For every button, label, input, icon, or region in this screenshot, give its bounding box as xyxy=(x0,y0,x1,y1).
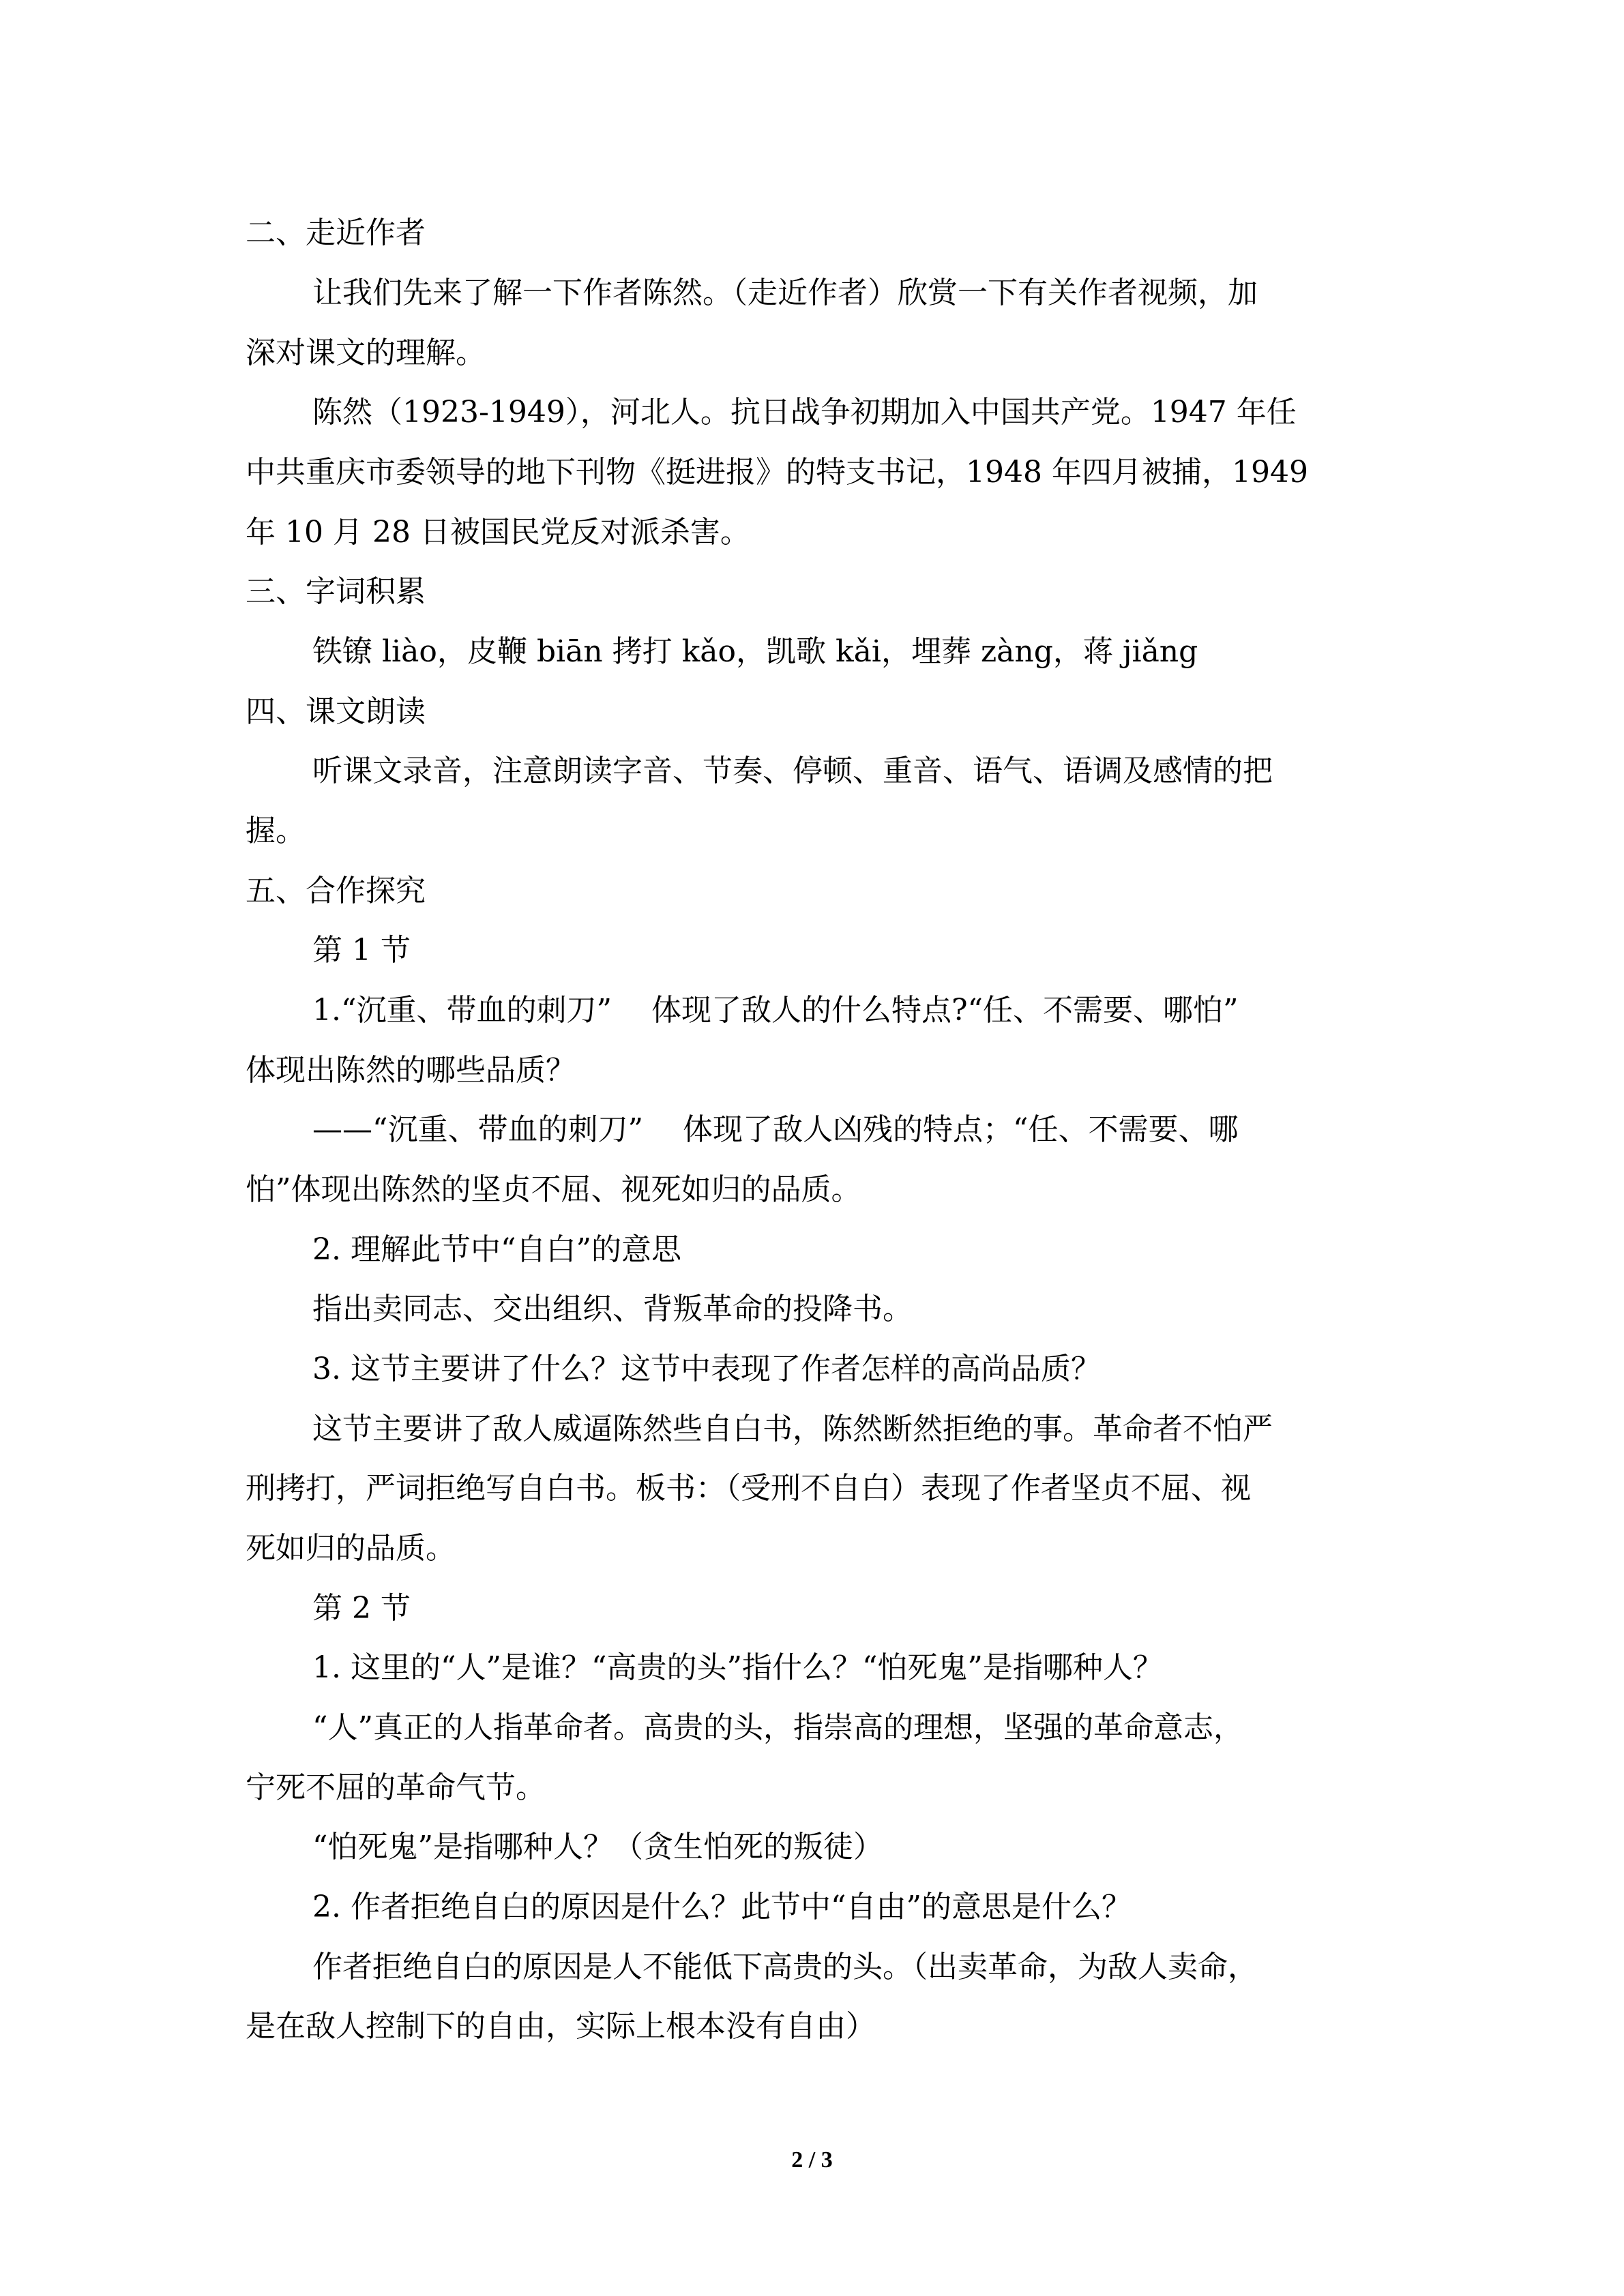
paragraph-line: 中共重庆市委领导的地下刊物《挺进报》的特支书记，1948 年四月被捕，1949 xyxy=(246,455,1308,490)
answer-line: 这节主要讲了敌人威逼陈然些自白书，陈然断然拒绝的事。革命者不怕严 xyxy=(312,1412,1273,1446)
section-label: 第 1 节 xyxy=(312,933,411,968)
question-line: 1.“沉重、带血的刺刀” 体现了敌人的什么特点?“任、不需要、哪怕” xyxy=(312,993,1239,1028)
answer-line: 指出卖同志、交出组织、背叛革命的投降书。 xyxy=(312,1292,913,1326)
question-line: 1. 这里的“人”是谁？“高贵的头”指什么？“怕死鬼”是指哪种人？ xyxy=(312,1650,1163,1685)
answer-line: ——“沉重、带血的刺刀” 体现了敌人凶残的特点；“任、不需要、哪 xyxy=(312,1112,1239,1147)
answer-line: 怕”体现出陈然的坚贞不屈、视死如归的品质。 xyxy=(246,1172,861,1207)
heading-author: 二、走近作者 xyxy=(246,215,426,250)
section-label: 第 2 节 xyxy=(312,1591,411,1626)
question-line: 3. 这节主要讲了什么？这节中表现了作者怎样的高尚品质？ xyxy=(312,1352,1101,1386)
paragraph-line: 铁镣 liào，皮鞭 biān 拷打 kǎo，凯歌 kǎi，埋葬 zàng，蒋 jiǎng xyxy=(312,634,1198,669)
question-line: 体现出陈然的哪些品质？ xyxy=(246,1053,576,1088)
answer-line: 刑拷打，严词拒绝写自白书。板书：（受刑不自白）表现了作者坚贞不屈、视 xyxy=(246,1471,1251,1506)
question-line: 2. 作者拒绝自白的原因是什么？此节中“自由”的意思是什么？ xyxy=(312,1890,1132,1924)
heading-exploration: 五、合作探究 xyxy=(246,874,426,908)
paragraph-line: 让我们先来了解一下作者陈然。（走近作者）欣赏一下有关作者视频，加 xyxy=(312,275,1258,310)
paragraph-line: 握。 xyxy=(246,814,306,848)
heading-vocabulary: 三、字词积累 xyxy=(246,574,426,609)
paragraph-line: 年 10 月 28 日被国民党反对派杀害。 xyxy=(246,515,750,550)
answer-line: 作者拒绝自白的原因是人不能低下高贵的头。（出卖革命，为敌人卖命， xyxy=(312,1950,1258,1984)
heading-reading: 四、课文朗读 xyxy=(246,694,426,729)
answer-line: 死如归的品质。 xyxy=(246,1531,456,1566)
page-number: 2 / 3 xyxy=(791,2147,833,2173)
answer-line: 宁死不屈的革命气节。 xyxy=(246,1770,546,1805)
answer-line: 是在敌人控制下的自由，实际上根本没有自由） xyxy=(246,2009,876,2044)
question-line: 2. 理解此节中“自白”的意思 xyxy=(312,1232,681,1267)
paragraph-line: 陈然（1923-1949），河北人。抗日战争初期加入中国共产党。1947 年任 xyxy=(312,395,1297,430)
paragraph-line: 深对课文的理解。 xyxy=(246,336,486,370)
answer-line: “怕死鬼”是指哪种人？（贪生怕死的叛徒） xyxy=(312,1830,883,1864)
paragraph-line: 听课文录音，注意朗读字音、节奏、停顿、重音、语气、语调及感情的把 xyxy=(312,754,1273,788)
answer-line: “人”真正的人指革命者。高贵的头，指崇高的理想，坚强的革命意志， xyxy=(312,1710,1243,1745)
